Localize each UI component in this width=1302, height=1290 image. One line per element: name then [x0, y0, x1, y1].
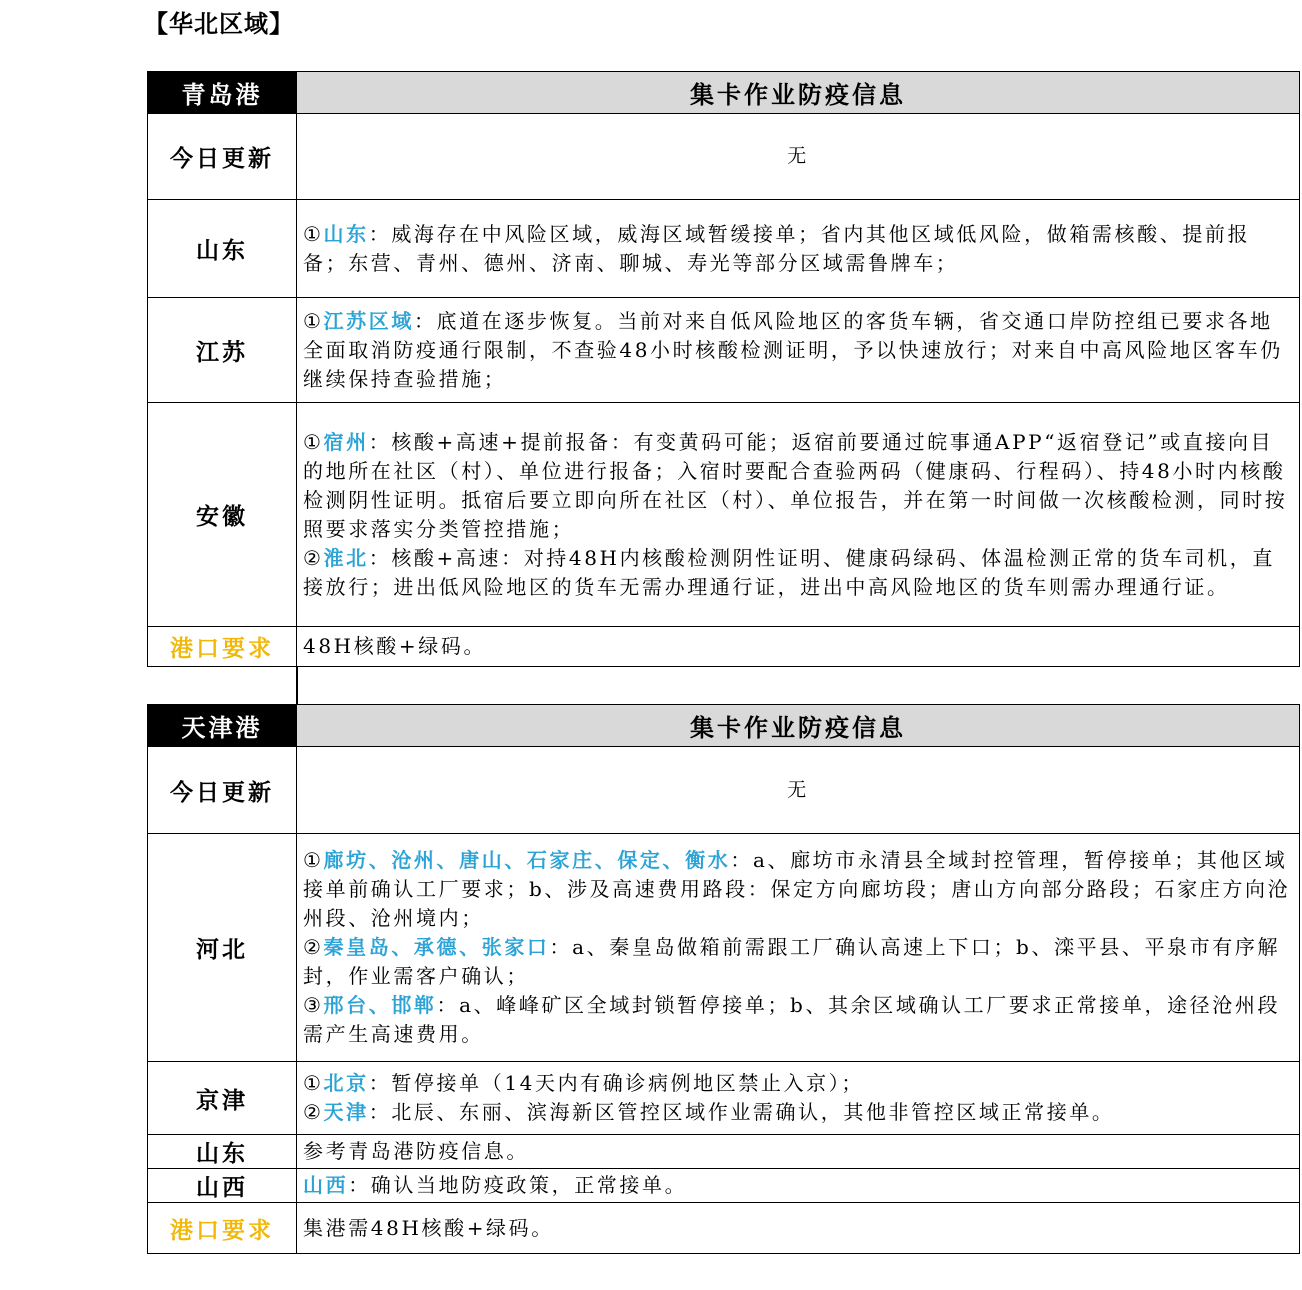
port-name: 天津港 [148, 705, 297, 747]
highlighted-place: 廊坊、沧州、唐山、石家庄、保定、衡水 [323, 848, 731, 872]
port-requirement-row [148, 627, 1300, 667]
province-row [148, 834, 1300, 1062]
highlighted-place: 秦皇岛、承德、张家口 [323, 935, 550, 959]
info-text: ② [303, 935, 324, 959]
province-info [297, 1135, 1300, 1169]
port-requirement-label: 港口要求 [148, 1203, 297, 1254]
info-text: ① [303, 221, 324, 246]
info-text: ：核酸+高速+提前报备：有变黄码可能；返宿前要通过皖事通APP“返宿登记”或直接向目的地所在社区（村）、单位进行报备；入宿时要配合查验两码（健康码、行程码）、持48小时内核酸检测阴性证明。抵宿后要立即向所在社区（村）、单位报告，并在第一时间做一次核酸检测，同时按照要求落实分类管控措施； [303, 429, 1288, 541]
info-text: ：核酸+高速：对持48H内核酸检测阴性证明、健康码绿码、体温检测正常的货车司机，直接放行；进出低风险地区的货车无需办理通行证，进出中高风险地区的货车则需办理通行证。 [303, 545, 1275, 599]
info-text: ① [303, 848, 324, 872]
info-text: ③ [303, 993, 324, 1017]
port-header-row [148, 705, 1300, 747]
today-update-label: 今日更新 [148, 747, 297, 834]
info-line [303, 846, 1293, 933]
info-text: ② [303, 545, 324, 570]
info-line [303, 1137, 1293, 1166]
section-header: 集卡作业防疫信息 [297, 705, 1300, 747]
port-block-tianjin [147, 704, 1300, 1254]
province-row [148, 298, 1300, 403]
highlighted-place: 北京 [323, 1071, 369, 1095]
province-row [148, 1062, 1300, 1135]
province-label: 京津 [148, 1062, 297, 1135]
section-header: 集卡作业防疫信息 [297, 72, 1300, 114]
province-info [297, 834, 1300, 1062]
info-text: ：a、峰峰矿区全域封锁暂停接单；b、其余区域确认工厂要求正常接单，途径沧州段需产生高速费用。 [303, 993, 1281, 1046]
port-table [147, 704, 1300, 1254]
province-info [297, 403, 1300, 627]
info-text: ：威海存在中风险区域，威海区域暂缓接单；省内其他区域低风险，做箱需核酸、提前报备；东营、青州、德州、济南、聊城、寿光等部分区域需鲁牌车； [303, 221, 1251, 275]
today-update-row [148, 114, 1300, 200]
province-row [148, 403, 1300, 627]
info-line [303, 544, 1293, 602]
info-text: ：底道在逐步恢复。当前对来自低风险地区的客货车辆，省交通口岸防控组已要求各地全面取消防疫通行限制，不查验48小时核酸检测证明，予以快速放行；对来自中高风险地区客车仍继续保持查验措施； [303, 308, 1283, 391]
province-info [297, 298, 1300, 403]
column-divider [296, 666, 298, 704]
highlighted-place: 江苏区域 [323, 308, 414, 333]
highlighted-place: 淮北 [323, 545, 369, 570]
info-text: ：a、廊坊市永清县全域封控管理，暂停接单；其他区域接单前确认工厂要求；b、涉及高速费用路段：保定方向廊坊段；唐山方向部分路段；石家庄方向沧州段、沧州境内； [303, 848, 1291, 930]
port-requirement-value: 集港需48H核酸+绿码。 [297, 1203, 1300, 1254]
province-label: 安徽 [148, 403, 297, 627]
today-update-value: 无 [297, 747, 1300, 834]
info-text: ② [303, 1100, 324, 1124]
info-line [303, 1069, 1293, 1098]
info-text: ：暂停接单（14天内有确诊病例地区禁止入京）； [368, 1071, 864, 1095]
info-line [303, 307, 1293, 394]
today-update-row [148, 747, 1300, 834]
province-label: 江苏 [148, 298, 297, 403]
province-label: 河北 [148, 834, 297, 1062]
today-update-value: 无 [297, 114, 1300, 200]
highlighted-place: 天津 [323, 1100, 369, 1124]
info-text: ：a、秦皇岛做箱前需跟工厂确认高速上下口；b、滦平县、平泉市有序解封，作业需客户确认； [303, 935, 1281, 988]
province-label: 山东 [148, 200, 297, 298]
province-label: 山西 [148, 1169, 297, 1203]
info-line [303, 428, 1293, 544]
info-line [303, 220, 1293, 278]
info-line [303, 1171, 1293, 1200]
info-text: ① [303, 429, 324, 454]
province-label: 山东 [148, 1135, 297, 1169]
port-table [147, 71, 1300, 667]
province-row [148, 1135, 1300, 1169]
province-info [297, 1169, 1300, 1203]
info-text: 参考青岛港防疫信息。 [303, 1139, 529, 1163]
info-text: ① [303, 308, 324, 333]
highlighted-place: 邢台、邯郸 [323, 993, 437, 1017]
today-update-label: 今日更新 [148, 114, 297, 200]
province-info [297, 200, 1300, 298]
province-info [297, 1062, 1300, 1135]
province-row [148, 200, 1300, 298]
port-name: 青岛港 [148, 72, 297, 114]
highlighted-place: 山西 [303, 1173, 349, 1197]
info-text: ：北辰、东丽、滨海新区管控区域作业需确认，其他非管控区域正常接单。 [368, 1100, 1115, 1124]
port-requirement-row [148, 1203, 1300, 1254]
info-line [303, 1098, 1293, 1127]
region-title: 【华北区域】 [144, 9, 294, 38]
info-line [303, 933, 1293, 991]
info-line [303, 991, 1293, 1049]
province-row [148, 1169, 1300, 1203]
info-text: ：确认当地防疫政策，正常接单。 [348, 1173, 688, 1197]
port-block-qingdao [147, 71, 1300, 667]
info-text: ① [303, 1071, 324, 1095]
port-requirement-label: 港口要求 [148, 627, 297, 667]
port-header-row [148, 72, 1300, 114]
highlighted-place: 山东 [323, 221, 369, 246]
port-requirement-value: 48H核酸+绿码。 [297, 627, 1300, 667]
highlighted-place: 宿州 [323, 429, 369, 454]
